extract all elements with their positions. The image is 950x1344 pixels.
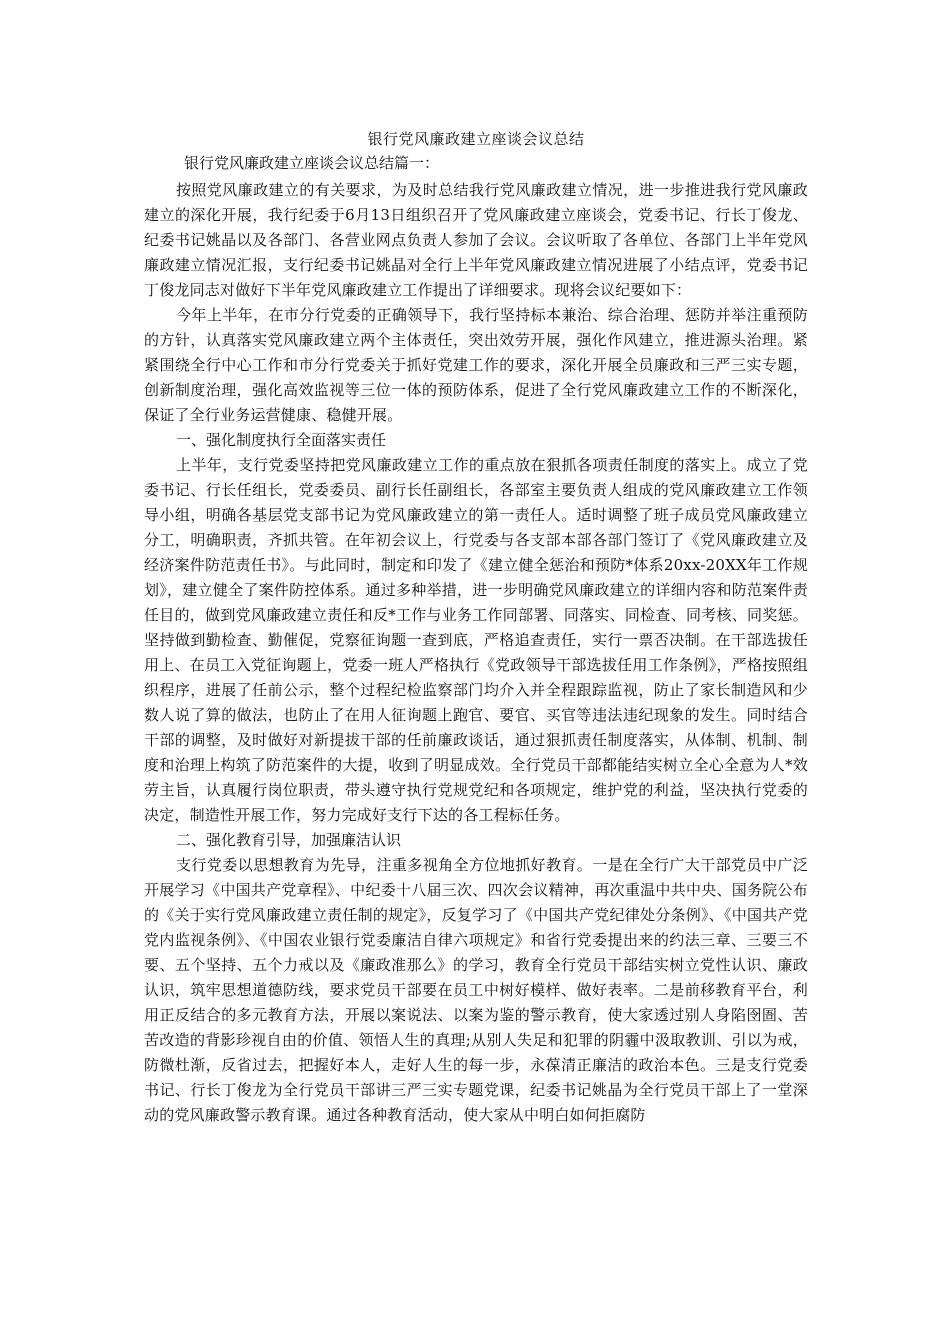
section-2-paragraph: 支行党委以思想教育为先导，注重多视角全方位地抓好教育。一是在全行广大干部党员中广泛开展学习《中国共产党章程》、中纪委十八届三次、四次会议精神，再次重温中共中央、国务院公布的《关于实行党风廉政建立责任制的规定》，反复学习了《中国共产党纪律处分条例》、《中国共产党党内监视条例》、《中国农业银行党委廉洁自律六项规定》和省行党委提出来的约法三章、三要三不要、五个坚持、五个力戒以及《廉政准那么》的学习，教育全行党员干部结实树立党性认识、廉政认识，筑牢思想道德防线，要求党员干部要在员工中树好模样、做好表率。二是前移教育平台，利用正反结合的多元教育方法，开展以案说法、以案为鉴的警示教育，使大家透过别人身陷囹圄、苦苦改造的背影珍视自由的价值、领悟人生的真理;从别人失足和犯罪的阴霾中汲取教训、引以为戒，防微杜渐，反省过去，把握好本人，走好人生的每一步，永葆清正廉洁的政治本色。三是支行党委书记、行长丁俊龙为全行党员干部讲三严三实专题党课，纪委书记姚晶为全行党员干部上了一堂深动的党风廉政警示教育课。通过各种教育活动，使大家从中明白如何拒腐防	[144, 856, 808, 1124]
document-page	[144, 128, 808, 1128]
summary-paragraph: 今年上半年，在市分行党委的正确领导下，我行坚持标本兼治、综合治理、惩防并举注重预防的方针，认真落实党风廉政建立两个主体责任，突出效劳开展，强化作风建立，推进源头治理。紧紧围绕全行中心工作和市分行党委关于抓好党建工作的要求，深化开展全员廉政和三严三实专题，创新制度治理，强化高效监视等三位一体的预防体系，促进了全行党风廉政建立工作的不断深化，保证了全行业务运营健康、稳健开展。	[144, 306, 808, 424]
section-heading-2: 二、强化教育引导，加强廉洁认识	[176, 831, 402, 849]
section-1-paragraph: 上半年，支行党委坚持把党风廉政建立工作的重点放在狠抓各项责任制度的落实上。成立了党委书记、行长任组长，党委委员、副行长任副组长，各部室主要负责人组成的党风廉政建立工作领导小组，明确各基层党支部书记为党风廉政建立的第一责任人。适时调整了班子成员党风廉政建立分工，明确职责，齐抓共管。在年初会议上，行党委与各支部本部各部门签订了《党风廉政建立及经济案件防范责任书》。与此同时，制定和印发了《建立健全惩治和预防*体系20xx-20XX年工作规划》，建立健全了案件防控体系。通过多种举措，进一步明确党风廉政建立的详细内容和防范案件责任目的，做到党风廉政建立责任和反*工作与业务工作同部署、同落实、同检查、同考核、同奖惩。坚持做到勤检查、勤催促，党察征询题一查到底，严格追查责任，实行一票否决制。在干部选拔任用上、在员工入党征询题上，党委一班人严格执行《党政领导干部选拔任用工作条例》，严格按照组织程序，进展了任前公示，整个过程纪检监察部门均介入并全程跟踪监视，防止了家长制造风和少数人说了算的做法，也防止了在用人征询题上跑官、要官、买官等违法违纪现象的发生。同时结合干部的调整，及时做好对新提拔干部的任前廉政谈话，通过狠抓责任制度落实，从体制、机制、制度和治理上构筑了防范案件的大提，收到了明显成效。全行党员干部都能结实树立全心全意为人*效劳主旨，认真履行岗位职责，带头遵守执行党规党纪和各项规定，维护党的利益，坚决执行党委的决定，制造性开展工作，努力完成好支行下达的各工程标任务。	[144, 456, 808, 824]
document-subtitle: 银行党风廉政建立座谈会议总结篇一：	[184, 154, 440, 172]
section-heading-1: 一、强化制度执行全面落实责任	[176, 431, 387, 449]
document-title: 银行党风廉政建立座谈会议总结	[367, 130, 585, 148]
intro-paragraph: 按照党风廉政建立的有关要求，为及时总结我行党风廉政建立情况，进一步推进我行党风廉政建立的深化开展，我行纪委于6月13日组织召开了党风廉政建立座谈会，党委书记、行长丁俊龙、纪委书记姚晶以及各部门、各营业网点负责人参加了会议。会议听取了各单位、各部门上半年党风廉政建立情况汇报，支行纪委书记姚晶对全行上半年党风廉政建立情况进展了小结点评，党委书记丁俊龙同志对做好下半年党风廉政建立工作提出了详细要求。现将会议纪要如下：	[144, 181, 808, 299]
